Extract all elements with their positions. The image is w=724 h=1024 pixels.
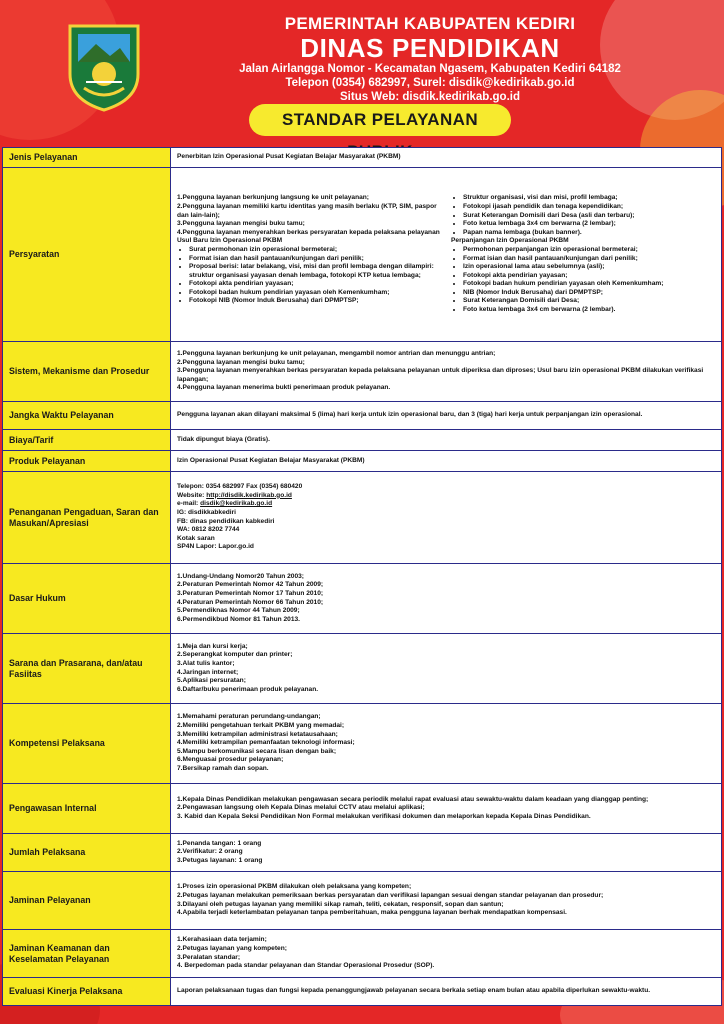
list-item: 2.Verifikatur: 2 orang	[177, 848, 243, 856]
list-item: 1.Proses izin operasional PKBM dilakukan oleh pelaksana yang kompeten;	[177, 883, 412, 891]
list-item: 2.Seperangkat komputer dan printer;	[177, 651, 293, 659]
list-item: 1.Memahami peraturan perundang-undangan;	[177, 713, 321, 721]
row-label: Jaminan Keamanan dan Keselamatan Pelayanan	[3, 930, 171, 978]
row-value	[171, 872, 722, 930]
row-value	[171, 168, 722, 342]
row-value	[171, 704, 722, 784]
row-label: Sarana dan Prasarana, dan/atau Fasiitas	[3, 634, 171, 704]
row-value	[171, 834, 722, 872]
list-item: 1.Meja dan kursi kerja;	[177, 642, 248, 650]
list-item: 2.Pengawasan langsung oleh Kepala Dinas melalui CCTV atau melalui aplikasi;	[177, 804, 425, 812]
list-item: 3.Peraturan Pemerintah Nomor 17 Tahun 2010;	[177, 589, 324, 597]
list-item: • Fotokopi badan hukum pendirian yayasan oleh Kemenkumham;	[463, 280, 715, 289]
row-keamanan	[3, 930, 722, 978]
list-item: • Proposal berisi: latar belakang, visi, misi dan profil lembaga dengan dilampiri: struktur organisasi yayasan denah lembaga, fotokopi KTP ketua lembaga;	[189, 263, 441, 280]
contact-fb: FB: dinas pendidikan kabkediri	[177, 517, 275, 525]
list-item: • Foto ketua lembaga 3x4 cm berwarna (2 lembar).	[463, 306, 715, 315]
list-item: 1.Penanda tangan: 1 orang	[177, 839, 262, 847]
row-label: Evaluasi Kinerja Pelaksana	[3, 978, 171, 1006]
row-label: Kompetensi Pelaksana	[3, 704, 171, 784]
list-item: 6.Daftar/buku penerimaan produk pelayanan.	[177, 685, 319, 693]
section-heading: Perpanjangan Izin Operasional PKBM	[451, 237, 569, 245]
row-persyaratan	[3, 168, 722, 342]
row-value	[171, 634, 722, 704]
list-item: • Fotokopi akta pendirian yayasan;	[189, 280, 441, 289]
row-label: Sistem, Mekanisme dan Prosedur	[3, 342, 171, 402]
kediri-logo	[66, 22, 142, 112]
service-standard-table	[2, 147, 722, 1006]
list-item: 3.Petugas layanan: 1 orang	[177, 856, 263, 864]
email-label: e-mail:	[177, 500, 201, 508]
row-value	[171, 342, 722, 402]
row-sarana	[3, 634, 722, 704]
list-item: • Permohonan perpanjangan izin operasional bermeterai;	[463, 246, 715, 255]
list-item: 4.Peraturan Pemerintah Nomor 66 Tahun 2010;	[177, 598, 324, 606]
row-label: Jenis Pelayanan	[3, 148, 171, 168]
list-item: • Fotokopi ijasah pendidik dan tenaga kependidikan;	[463, 203, 715, 212]
contact-sp4n: SP4N Lapor: Lapor.go.id	[177, 543, 254, 551]
persyaratan-right	[451, 194, 715, 314]
row-label: Dasar Hukum	[3, 564, 171, 634]
row-label: Produk Pelayanan	[3, 451, 171, 472]
row-value	[171, 784, 722, 834]
list-item: 3.Pengguna layanan menyerahkan berkas persyaratan kepada pelaksana pelayanan untuk diperiksa dan diproses; Usul baru izin operasional PKBM dilakukan verifikasi lapangan;	[177, 367, 704, 383]
list-item: • Izin operasional lama atau sebelumnya (asli);	[463, 263, 715, 272]
row-biaya	[3, 430, 722, 451]
contact-email-line	[177, 500, 715, 509]
contact-ig: IG: disdikkabkediri	[177, 508, 236, 516]
row-value: Izin Operasional Pusat Kegiatan Belajar Masyarakat (PKBM)	[171, 451, 722, 472]
header-website: Situs Web: disdik.kedirikab.go.id	[340, 91, 520, 103]
list-item: 3.Alat tulis kantor;	[177, 659, 235, 667]
list-item: 5.Permendiknas Nomor 44 Tahun 2009;	[177, 607, 300, 615]
row-dasar	[3, 564, 722, 634]
list-item: 3.Peralatan standar;	[177, 953, 241, 961]
row-value	[171, 564, 722, 634]
list-item: 6.Permendikbud Nomor 81 Tahun 2013.	[177, 615, 300, 623]
list-item: • NIB (Nomor Induk Berusaha) dari DPMPTSP;	[463, 289, 715, 298]
list-item: 2.Petugas layanan yang kompeten;	[177, 944, 287, 952]
row-label: Jumlah Pelaksana	[3, 834, 171, 872]
row-sistem	[3, 342, 722, 402]
list-item: 2.Memiliki pengetahuan terkait PKBM yang memadai;	[177, 722, 345, 730]
row-value: Laporan pelaksanaan tugas dan fungsi kepada penanggungjawab pelayanan secara berkala setiap enam bulan atau apabila diperlukan sewaktu-waktu.	[171, 978, 722, 1006]
row-value	[171, 472, 722, 564]
list-item: 2.Pengguna layanan memiliki kartu identitas yang masih berlaku (KTP, SIM, paspor dan lain-lain);	[177, 202, 437, 219]
row-value: Penerbitan Izin Operasional Pusat Kegiatan Belajar Masyarakat (PKBM)	[171, 148, 722, 168]
row-value: Pengguna layanan akan dilayani maksimal 5 (lima) hari kerja untuk izin operasional baru, dan 3 (tiga) hari kerja untuk perpanjangan izin operasional.	[171, 402, 722, 430]
website-label: Website:	[177, 491, 207, 499]
row-label: Penanganan Pengaduan, Saran dan Masukan/Apresiasi	[3, 472, 171, 564]
list-item: 3.Memiliki ketrampilan administrasi ketatausahaan;	[177, 730, 338, 738]
row-label: Persyaratan	[3, 168, 171, 342]
website-link[interactable]: http://disdik.kedirikab.go.id	[206, 491, 292, 499]
list-item: 3.Dilayani oleh petugas layanan yang memiliki sikap ramah, teliti, cekatan, responsif, sopan dan santun;	[177, 900, 504, 908]
list-item: 7.Bersikap ramah dan sopan.	[177, 764, 269, 772]
row-jenis	[3, 148, 722, 168]
list-item: 5.Aplikasi persuratan;	[177, 677, 246, 685]
contact-phone: Telepon: 0354 682997 Fax (0354) 680420	[177, 483, 303, 491]
page-header	[0, 0, 724, 150]
list-item: 4.Pengguna layanan menerima bukti penerimaan produk pelayanan.	[177, 384, 391, 392]
header-address: Jalan Airlangga Nomor - Kecamatan Ngasem, Kabupaten Kediri 64182	[239, 63, 621, 75]
list-item: • Papan nama lembaga (bukan banner).	[463, 229, 715, 238]
list-item: 1.Kepala Dinas Pendidikan melakukan pengawasan secara periodik melalui rapat evaluasi atau sewaktu-waktu dalam keadaan yang dianggap penting;	[177, 795, 649, 803]
header-line1: PEMERINTAH KABUPATEN KEDIRI	[284, 14, 576, 33]
row-value: Tidak dipungut biaya (Gratis).	[171, 430, 722, 451]
row-label: Jangka Waktu Pelayanan	[3, 402, 171, 430]
list-item: 1.Pengguna layanan berkunjung ke unit pelayanan, mengambil nomor antrian dan menunggu antrian;	[177, 350, 496, 358]
list-item: 4. Berpedoman pada standar pelayanan dan Standar Operasional Prosedur (SOP).	[177, 962, 435, 970]
list-item: 4.Jaringan internet;	[177, 668, 239, 676]
section-heading: Usul Baru Izin Operasional PKBM	[177, 237, 283, 245]
row-label: Pengawasan Internal	[3, 784, 171, 834]
title-badge: STANDAR PELAYANAN	[249, 104, 511, 136]
list-item: 4.Apabila terjadi keterlambatan pelayanan tanpa pemberitahuan, maka pengguna layanan berhak mendapatkan kompensasi.	[177, 909, 567, 917]
row-label: Jaminan Pelayanan	[3, 872, 171, 930]
contact-wa: WA: 0812 8202 7744	[177, 526, 240, 534]
list-item: 5.Mampu berkomunikasi secara lisan dengan baik;	[177, 747, 337, 755]
list-item: 2.Peraturan Pemerintah Nomor 42 Tahun 2009;	[177, 581, 324, 589]
row-jumlah	[3, 834, 722, 872]
contact-website-line	[177, 492, 715, 501]
list-item: • Struktur organisasi, visi dan misi, profil lembaga;	[463, 194, 715, 203]
persyaratan-left	[177, 194, 441, 314]
row-jaminan	[3, 872, 722, 930]
list-item: • Format isian dan hasil pantauan/kunjungan dari penilik;	[463, 255, 715, 264]
list-item: • Fotokopi akta pendirian yayasan;	[463, 272, 715, 281]
list-item: • Surat Keterangan Domisili dari Desa;	[463, 297, 715, 306]
row-kompetensi	[3, 704, 722, 784]
list-item: • Surat Keterangan Domisili dari Desa (asli dan terbaru);	[463, 212, 715, 221]
list-item: • Fotokopi NIB (Nomor Induk Berusaha) dari DPMPTSP;	[189, 297, 441, 306]
row-label: Biaya/Tarif	[3, 430, 171, 451]
list-item: 6.Menguasai prosedur pelayanan;	[177, 756, 284, 764]
header-line2: DINAS PENDIDIKAN	[300, 33, 560, 63]
contact-kotak: Kotak saran	[177, 534, 215, 542]
list-item: 4.Pengguna layanan menyerahkan berkas persyaratan kepada pelaksana pelayanan	[177, 228, 440, 236]
row-pengaduan	[3, 472, 722, 564]
list-item: • Surat permohonan izin operasional bermeterai;	[189, 246, 441, 255]
row-value	[171, 930, 722, 978]
list-item: 4.Memiliki ketrampilan pemanfaatan teknologi informasi;	[177, 739, 355, 747]
row-pengawasan	[3, 784, 722, 834]
row-produk	[3, 451, 722, 472]
list-item: • Foto ketua lembaga 3x4 cm berwarna (2 lembar);	[463, 220, 715, 229]
row-evaluasi	[3, 978, 722, 1006]
list-item: • Fotokopi badan hukum pendirian yayasan oleh Kemenkumham;	[189, 289, 441, 298]
list-item: 1.Pengguna layanan berkunjung langsung ke unit pelayanan;	[177, 194, 369, 202]
list-item: 3. Kabid dan Kepala Seksi Pendidikan Non Formal melakukan verifikasi dokumen dan melaporkan kepada Kepala Dinas Pendidikan.	[177, 812, 591, 820]
list-item: 3.Pengguna layanan mengisi buku tamu;	[177, 220, 305, 228]
list-item: 2.Pengguna layanan mengisi buku tamu;	[177, 358, 305, 366]
list-item: 1.Kerahasiaan data terjamin;	[177, 936, 267, 944]
list-item: 2.Petugas layanan melakukan pemeriksaan berkas persyaratan dan verifikasi lapangan sesuai dengan standar pelayanan dan prosedur;	[177, 891, 604, 899]
header-contact: Telepon (0354) 682997, Surel: disdik@kedirikab.go.id	[285, 77, 575, 89]
list-item: • Format isian dan hasil pantauan/kunjungan dari penilik;	[189, 255, 441, 264]
row-jangka	[3, 402, 722, 430]
list-item: 1.Undang-Undang Nomor20 Tahun 2003;	[177, 572, 305, 580]
email-link[interactable]: disdik@kedirikab.go.id	[200, 500, 273, 508]
